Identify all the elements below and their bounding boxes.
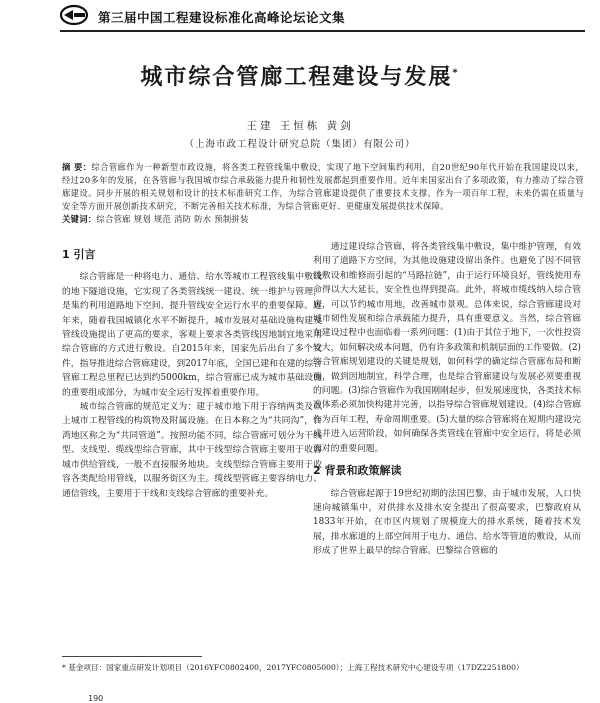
section-1-paragraph-3: 通过建设综合管廊，将各类管线集中敷设，集中维护管理，有效利用了道路下方空间，为其他设施建设留出条件。也避免了因不同管线敷设和维修而引起的“马路拉链”，由于运行环境良好，管线使用寿命得以大大延长，安全性也得到提高。此外，将城市缆线纳入综合管廊，可以节约城市用地，改善城市景观。总体来说，综合管廊建设对城市韧性发展和综合承载能力提升，具有重要意义。当然，综合管廊在建设过程中也面临着一系列问题：(1)由于其位于地下，一次性投资较大，如何解决成本问题，仍有许多政策和机制层面的工作要做。(2)综合管廊规划建设的关键是规划，如何科学的确定综合管廊布局和断面，做到因地制宜，科学合理，也是综合管廊建设与发展必须要重视的问题。(3)综合管廊作为我国刚刚起步，但发展速度快，各类技术标准体系必须加快构建并完善，以指导综合管廊规划建设。(4)综合管廊作为百年工程，寿命周期重要。(5)大量的综合管廊将在短期内建设完成并进入运营阶段，如何确保各类管线在管廊中安全运行，将是必须面对的重要问题。 [313,242,581,454]
title-footnote-mark: * [452,67,460,79]
section-1-heading: 1 引言 [62,248,96,261]
abstract-text: 综合管廊作为一种新型市政设施，将各类工程管线集中敷设，实现了地下空间集约利用，自20世纪90年代开始在我国建设以来，经过20多年的发展，在各管廊与我国城市综合承载能力提升和韧性发展都起到重要作用。近年来国家出台了多项政策，有力推动了综合管廊建设。同步开展的相关规划和设计的技术标准研究工作，为综合管廊建设提供了重要技术支撑。作为一项百年工程，未来仍需在质量与安全等方面开展创新技术研究，不断完善相关技术标准，为综合管廊更好、更健康发展提供技术保障。 [62,162,584,211]
abstract [62,161,584,213]
right-column [313,240,581,559]
footnote [62,662,582,673]
keywords-label: 关键词： [62,214,97,224]
affiliation: （上海市政工程设计研究总院（集团）有限公司） [184,139,416,150]
logo-icon [60,4,90,26]
section-2-heading: 2 背景和政策解读 [313,464,402,478]
journal-title: 第三届中国工程建设标准化高峰论坛论文集 [98,10,346,25]
footnote-divider [62,656,202,657]
header-divider [60,30,585,32]
paper-title-text: 城市综合管廊工程建设与发展 [140,65,453,90]
page-number: 190 [88,694,104,703]
paper-title [0,60,600,91]
keywords-text: 综合管廊 规划 规范 消防 防水 预制拼装 [96,214,249,224]
authors: 王建 王恒栋 黄剑 [246,120,354,132]
keywords [62,213,584,225]
section-1-paragraph-1: 综合管廊是一种将电力、通信、给水等城市工程管线集中敷设的地下隧道设施，它实现了各类管线统一建设、统一维护与管理，是集约利用道路地下空间、提升管线安全运行水平的重要保障。近年来，随着我国城镇化水平不断提升，城市发展对基础设施构建及管线设施提出了更高的要求，客观上要求各类管线因地制宜地采用综合管廊的方式进行敷设。自2015年来，国家先后出台了多个文件，指导推进综合管廊建设，到2017年底，全国已建和在建的综合管廊工程总里程已达到约5000km，综合管廊已成为城市基础设施的重要组成部分，为城市安全运行发挥着重要作用。 [62,272,322,398]
footnote-marker: * [62,663,66,672]
footnote-text: 基金项目：国家重点研发计划项目（2016YFC0802400，2017YFC0805000）；上海工程技术研究中心建设专项（17DZ2251800） [68,663,524,672]
section-1-paragraph-2: 城市综合管廊的规范定义为：建于城市地下用于容纳两类及以上城市工程管线的构筑物及附属设施。在日本称之为“共同沟”，台湾地区称之为“共同管道”。按照功能不同，综合管廊可划分为干线型、支线型、缆线型综合管廊，其中干线型综合管廊主要用于收容城市供给管线，一般不直接服务地块。支线型综合管廊主要用于收容各类配给用管线，以服务街区为主。缆线型管廊主要容纳电力、通信管线，主要用于干线和支线综合管廊的重要补充。 [62,402,322,499]
abstract-label: 摘 要： [62,162,92,172]
section-2-paragraph-1: 综合管廊起源于19世纪初期的法国巴黎，由于城市发展，人口快速向城镇集中，对供排水及排水安全提出了很高要求，巴黎政府从1833年开始，在市区内规划了规模庞大的排水系统，随着技术发展，排水廊道的上部空间用于电力、通信、给水等管道的敷设，从而形成了世界上最早的综合管廊。巴黎综合管廊的 [313,488,581,557]
left-column [62,240,322,501]
